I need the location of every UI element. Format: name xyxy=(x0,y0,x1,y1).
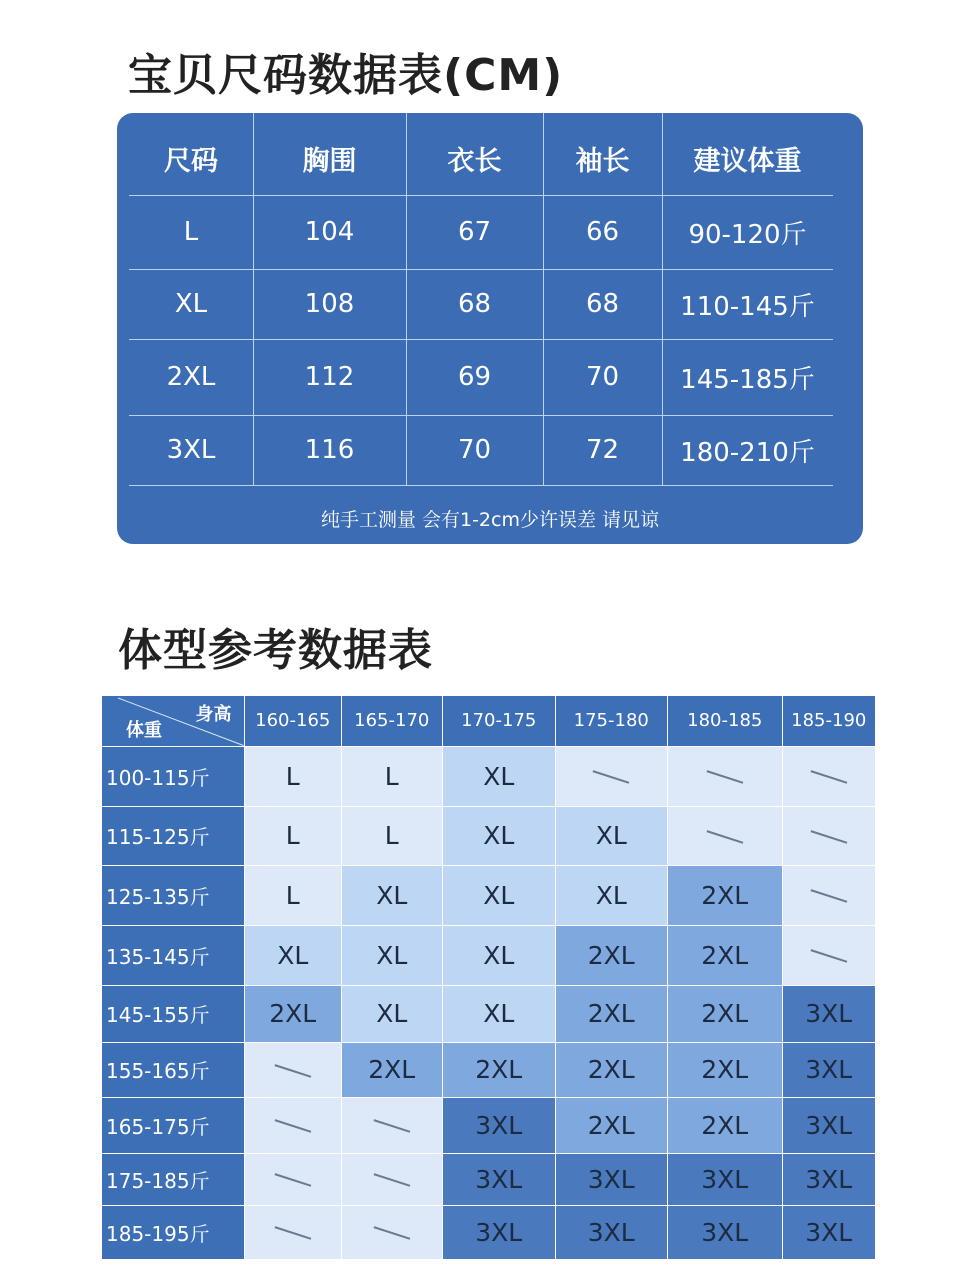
corner-weight-label: 体重 xyxy=(126,719,162,741)
height-range-header: 175-180 xyxy=(556,696,667,746)
size-recommendation-cell: XL xyxy=(556,807,667,865)
size-table-cell: 66 xyxy=(585,217,620,247)
weight-range-header: 135-145斤 xyxy=(102,926,244,985)
weight-range-header: 115-125斤 xyxy=(102,807,244,865)
size-table-cell: 90-120斤 xyxy=(688,219,807,250)
not-applicable-cell xyxy=(245,1098,341,1153)
not-applicable-slash xyxy=(593,770,630,783)
size-table-header: 衣长 xyxy=(447,145,502,177)
size-table xyxy=(117,113,863,544)
not-applicable-slash xyxy=(810,770,847,783)
not-applicable-cell xyxy=(783,866,875,925)
weight-range-header: 165-175斤 xyxy=(102,1098,244,1153)
size-recommendation-cell: 3XL xyxy=(668,1154,782,1205)
size-table-header: 袖长 xyxy=(575,145,630,177)
size-recommendation-cell: 3XL xyxy=(556,1154,667,1205)
size-recommendation-cell: XL xyxy=(342,986,442,1042)
size-recommendation-cell: 3XL xyxy=(443,1098,555,1153)
reference-chart-title: 体型参考数据表 xyxy=(118,625,433,676)
size-recommendation-cell: XL xyxy=(443,747,555,806)
size-recommendation-cell: 2XL xyxy=(668,866,782,925)
weight-range-header: 185-195斤 xyxy=(102,1206,244,1259)
weight-range-header: 145-155斤 xyxy=(102,986,244,1042)
size-table-header: 胸围 xyxy=(302,145,357,177)
size-table-cell: 145-185斤 xyxy=(680,364,815,395)
not-applicable-slash xyxy=(274,1226,311,1239)
size-label: L xyxy=(183,217,199,247)
size-recommendation-cell: XL xyxy=(342,926,442,985)
corner-header xyxy=(102,696,244,746)
weight-range-header: 100-115斤 xyxy=(102,747,244,806)
height-range-header: 165-170 xyxy=(342,696,442,746)
height-range-header: 160-165 xyxy=(245,696,341,746)
size-table-cell: 68 xyxy=(457,289,492,319)
not-applicable-cell xyxy=(668,747,782,806)
size-recommendation-cell: 3XL xyxy=(783,1043,875,1097)
not-applicable-slash xyxy=(274,1119,311,1132)
not-applicable-slash xyxy=(810,949,847,962)
not-applicable-slash xyxy=(373,1119,410,1132)
size-recommendation-cell: 2XL xyxy=(668,926,782,985)
not-applicable-slash xyxy=(706,830,743,843)
size-recommendation-cell: L xyxy=(245,866,341,925)
size-table-header: 尺码 xyxy=(164,145,218,177)
size-recommendation-cell: XL xyxy=(443,926,555,985)
measurement-note: 纯手工测量 会有1-2cm少许误差 请见谅 xyxy=(320,509,660,531)
body-type-reference-table xyxy=(102,696,876,1260)
not-applicable-slash xyxy=(706,770,743,783)
size-recommendation-cell: 2XL xyxy=(556,926,667,985)
size-label: 3XL xyxy=(166,435,216,465)
not-applicable-cell xyxy=(556,747,667,806)
size-recommendation-cell: 3XL xyxy=(556,1206,667,1259)
size-recommendation-cell: XL xyxy=(443,807,555,865)
height-range-header: 180-185 xyxy=(668,696,782,746)
size-table-cell: 68 xyxy=(585,289,620,319)
size-recommendation-cell: XL xyxy=(342,866,442,925)
size-recommendation-cell: 2XL xyxy=(668,1098,782,1153)
size-recommendation-cell: 2XL xyxy=(245,986,341,1042)
size-recommendation-cell: XL xyxy=(443,986,555,1042)
size-recommendation-cell: 3XL xyxy=(783,986,875,1042)
size-table-cell: 180-210斤 xyxy=(680,437,815,468)
size-recommendation-cell: 2XL xyxy=(668,986,782,1042)
size-recommendation-cell: 3XL xyxy=(668,1206,782,1259)
size-recommendation-cell: 2XL xyxy=(668,1043,782,1097)
size-recommendation-cell: L xyxy=(342,807,442,865)
size-table-cell: 70 xyxy=(585,362,620,392)
size-label: 2XL xyxy=(166,362,216,392)
weight-range-header: 175-185斤 xyxy=(102,1154,244,1205)
size-recommendation-cell: 3XL xyxy=(783,1098,875,1153)
size-label: XL xyxy=(174,289,208,319)
size-chart-title: 宝贝尺码数据表(CM) xyxy=(128,50,564,101)
size-recommendation-cell: 3XL xyxy=(783,1154,875,1205)
not-applicable-slash xyxy=(274,1173,311,1186)
size-recommendation-cell: L xyxy=(245,807,341,865)
size-recommendation-cell: 2XL xyxy=(556,1043,667,1097)
weight-range-header: 125-135斤 xyxy=(102,866,244,925)
not-applicable-slash xyxy=(810,830,847,843)
size-recommendation-cell: XL xyxy=(556,866,667,925)
size-table-cell: 72 xyxy=(585,435,620,465)
size-recommendation-cell: 2XL xyxy=(443,1043,555,1097)
size-table-cell: 116 xyxy=(304,435,355,465)
height-range-header: 185-190 xyxy=(783,696,875,746)
size-table-cell: 69 xyxy=(457,362,492,392)
size-recommendation-cell: L xyxy=(342,747,442,806)
not-applicable-cell xyxy=(783,926,875,985)
not-applicable-cell xyxy=(342,1206,442,1259)
not-applicable-slash xyxy=(373,1173,410,1186)
size-table-cell: 67 xyxy=(457,217,492,247)
size-recommendation-cell: 2XL xyxy=(342,1043,442,1097)
not-applicable-cell xyxy=(668,807,782,865)
not-applicable-slash xyxy=(810,889,847,902)
size-recommendation-cell: 3XL xyxy=(443,1154,555,1205)
size-table-cell: 108 xyxy=(304,289,355,319)
size-recommendation-cell: L xyxy=(245,747,341,806)
not-applicable-cell xyxy=(342,1098,442,1153)
size-recommendation-cell: XL xyxy=(245,926,341,985)
not-applicable-slash xyxy=(373,1226,410,1239)
size-table-cell: 112 xyxy=(304,362,355,392)
size-recommendation-cell: 2XL xyxy=(556,1098,667,1153)
not-applicable-cell xyxy=(783,807,875,865)
size-table-cell: 70 xyxy=(457,435,492,465)
height-range-header: 170-175 xyxy=(443,696,555,746)
size-table-row-divider xyxy=(129,485,833,486)
size-recommendation-cell: XL xyxy=(443,866,555,925)
size-recommendation-cell: 3XL xyxy=(443,1206,555,1259)
not-applicable-cell xyxy=(245,1206,341,1259)
size-table-cell: 110-145斤 xyxy=(680,291,815,322)
size-recommendation-cell: 2XL xyxy=(556,986,667,1042)
size-chart-panel xyxy=(117,113,863,544)
size-table-cell: 104 xyxy=(304,217,355,247)
not-applicable-slash xyxy=(274,1064,311,1077)
not-applicable-cell xyxy=(342,1154,442,1205)
not-applicable-cell xyxy=(783,747,875,806)
size-table-header: 建议体重 xyxy=(693,145,802,177)
size-recommendation-cell: 3XL xyxy=(783,1206,875,1259)
corner-height-label: 身高 xyxy=(195,704,232,725)
not-applicable-cell xyxy=(245,1043,341,1097)
not-applicable-cell xyxy=(245,1154,341,1205)
weight-range-header: 155-165斤 xyxy=(102,1043,244,1097)
